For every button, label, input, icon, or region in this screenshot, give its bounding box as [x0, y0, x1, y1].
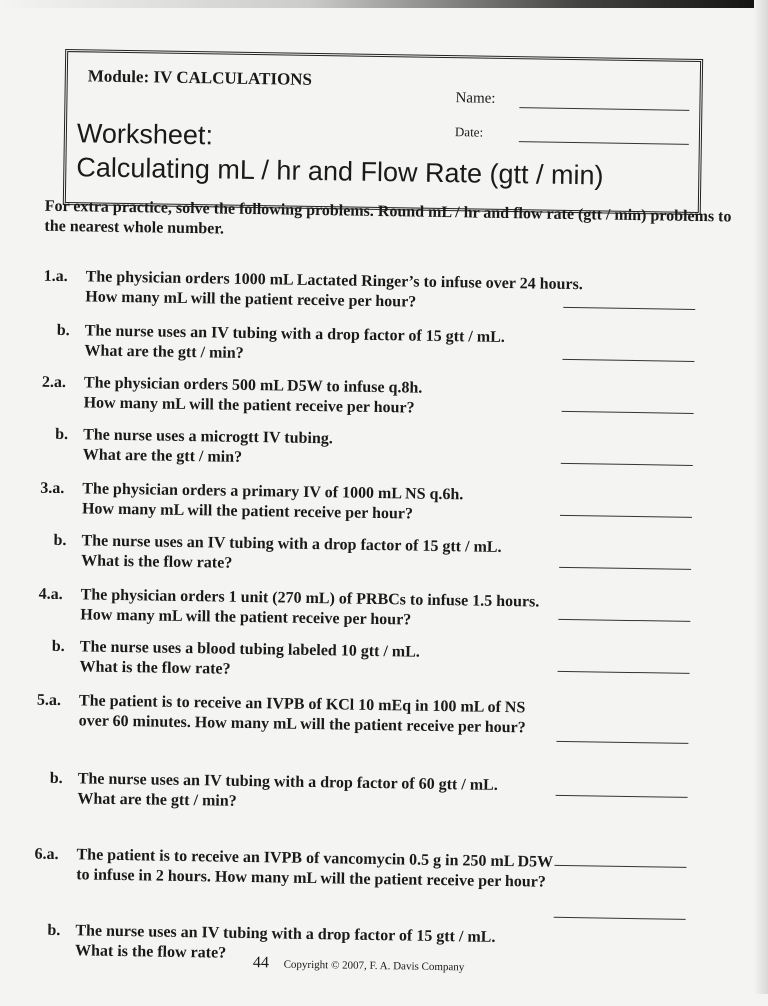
question [43, 267, 583, 315]
question [49, 769, 498, 816]
question-text: The physician orders 1 unit (270 mL) of PRBCs to infuse 1.5 hours. [80, 586, 540, 611]
question [38, 585, 540, 632]
answer-line[interactable] [562, 359, 694, 362]
question-text: The physician orders 500 mL D5W to infuse q.8h. [83, 374, 423, 397]
question [40, 479, 464, 525]
question-number: b. [47, 921, 61, 940]
answer-line[interactable] [563, 307, 695, 310]
question-number: b. [55, 425, 69, 444]
date-field[interactable] [519, 141, 689, 145]
answer-line[interactable] [556, 741, 688, 744]
question-text: The nurse uses an IV tubing with a drop factor of 60 gtt / mL. [77, 770, 498, 794]
question [56, 321, 505, 368]
question-text: The physician orders a primary IV of 1000 mL NS q.6h. [82, 480, 464, 504]
question-number: 3.a. [40, 479, 65, 498]
question-text: How many mL will the patient receive per hour? [83, 394, 415, 417]
question [41, 373, 423, 418]
module-value: IV CALCULATIONS [153, 67, 313, 89]
question-number: 5.a. [36, 691, 62, 710]
instructions: For extra practice, solve the following problems. Round mL / hr and flow rate (gtt / min) problems to the nearest whole number. [44, 197, 732, 238]
question [55, 425, 333, 469]
question-text: What are the gtt / min? [84, 342, 244, 362]
page-number: 44 [252, 954, 270, 972]
answer-line[interactable] [562, 411, 694, 414]
question-number: b. [51, 637, 65, 656]
question-text: The nurse uses an IV tubing with a drop factor of 15 gtt / mL. [75, 922, 496, 946]
question-number: 1.a. [43, 267, 68, 286]
question-number: b. [56, 321, 70, 340]
question-text: The nurse uses a microgtt IV tubing. [83, 426, 333, 448]
question-text: The nurse uses an IV tubing with a drop factor of 15 gtt / mL. [81, 532, 502, 556]
question-text: How many mL will the patient receive per hour? [80, 606, 412, 629]
answer-line[interactable] [554, 917, 686, 920]
question-text: What are the gtt / min? [77, 790, 237, 810]
question-text: The patient is to receive an IVPB of KCl 10 mEq in 100 mL of NS [78, 692, 526, 717]
answer-line[interactable] [558, 619, 690, 622]
question-text: How many mL will the patient receive per hour? [85, 288, 417, 311]
worksheet-subtitle: Calculating mL / hr and Flow Rate (gtt / min) [76, 152, 604, 191]
worksheet-title: Worksheet: [76, 118, 214, 151]
question [34, 845, 554, 892]
question-number: 4.a. [38, 585, 63, 604]
question-text: to infuse in 2 hours. How many mL will the patient receive per hour? [76, 866, 546, 891]
question-text: What is the flow rate? [74, 942, 227, 962]
question-number: b. [53, 531, 67, 550]
question [51, 637, 421, 682]
answer-line[interactable] [558, 671, 690, 674]
answer-line[interactable] [559, 567, 691, 570]
name-field[interactable] [519, 107, 689, 111]
question [53, 531, 502, 578]
answer-line[interactable] [561, 463, 693, 466]
question-number: 2.a. [41, 373, 67, 392]
page-footer [253, 954, 465, 975]
question-number: b. [49, 769, 63, 788]
answer-line[interactable] [556, 795, 688, 798]
module-heading [88, 66, 312, 90]
question [36, 691, 527, 738]
question-text: over 60 minutes. How many mL will the patient receive per hour? [78, 712, 526, 737]
question-text: How many mL will the patient receive per hour? [81, 500, 414, 523]
module-label: Module: [87, 66, 150, 87]
question-text: The physician orders 1000 mL Lactated Ringer’s to infuse over 24 hours. [85, 268, 583, 294]
question-text: The nurse uses an IV tubing with a drop factor of 15 gtt / mL. [84, 322, 505, 346]
question-text: What is the flow rate? [79, 658, 231, 678]
question-number: 6.a. [34, 845, 59, 864]
date-label: Date: [454, 124, 484, 140]
question-text: What is the flow rate? [81, 552, 233, 572]
name-label: Name: [455, 90, 496, 107]
header-box [63, 49, 703, 215]
question-text: The patient is to receive an IVPB of vancomycin 0.5 g in 250 mL D5W [76, 846, 554, 871]
copyright: Copyright © 2007, F. A. Davis Company [283, 958, 465, 974]
answer-line[interactable] [560, 515, 692, 518]
question-text: What are the gtt / min? [82, 446, 243, 466]
question-text: The nurse uses a blood tubing labeled 10 gtt / mL. [79, 638, 421, 661]
answer-line[interactable] [554, 865, 686, 868]
